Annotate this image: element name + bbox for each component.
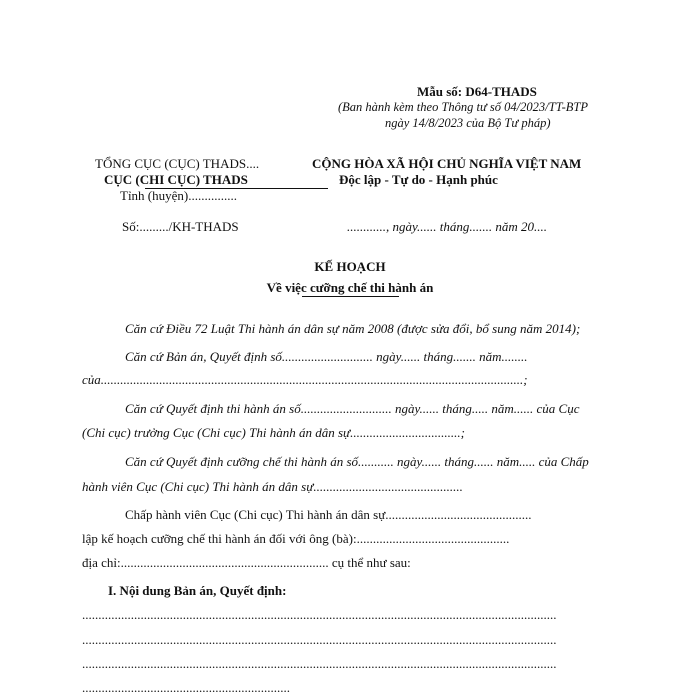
- legal-basis-2-line1: Căn cứ Bản án, Quyết định số............................ ngày...... tháng....... năm........: [125, 349, 528, 364]
- national-motto: Độc lập - Tự do - Hạnh phúc: [339, 172, 498, 187]
- dotted-line-3: ..................................................................................................................................................: [82, 656, 557, 671]
- dotted-line-2: ..................................................................................................................................................: [82, 632, 557, 647]
- form-code: Mẫu số: D64-THADS: [417, 84, 537, 99]
- dotted-line-1: ..................................................................................................................................................: [82, 607, 557, 622]
- legal-basis-3-line2: (Chi cục) trưởng Cục (Chi cục) Thi hành án dân sự..................................;: [82, 425, 465, 440]
- enforcer-line2: lập kế hoạch cưỡng chế thi hành án đối với ông (bà):...............................................: [82, 531, 510, 546]
- section-1-heading: I. Nội dung Bản án, Quyết định:: [108, 583, 287, 598]
- subtitle-underline: [302, 296, 399, 297]
- national-title: CỘNG HÒA XÃ HỘI CHỦ NGHĨA VIỆT NAM: [312, 156, 582, 171]
- issued-by-line2: ngày 14/8/2023 của Bộ Tư pháp): [385, 116, 551, 130]
- place-date: ............, ngày...... tháng....... năm 20....: [347, 219, 548, 234]
- doc-subtitle: Về việc cưỡng chế thi hành án: [266, 280, 434, 295]
- doc-title: KẾ HOẠCH: [314, 259, 386, 274]
- agency-line1: TỔNG CỤC (CỤC) THADS....: [95, 156, 260, 171]
- legal-basis-4-line2: hành viên Cục (Chi cục) Thi hành án dân sự..............................................: [82, 479, 463, 494]
- legal-basis-2-line2: của..................................................................................................................................;: [82, 372, 528, 387]
- issued-by-line1: (Ban hành kèm theo Thông tư số 04/2023/TT-BTP: [338, 100, 588, 114]
- legal-basis-3-line1: Căn cứ Quyết định thi hành án số............................ ngày...... tháng..... năm...... của Cục: [125, 401, 580, 416]
- legal-basis-1: Căn cứ Điều 72 Luật Thi hành án dân sự năm 2008 (được sửa đổi, bổ sung năm 2014);: [125, 321, 581, 336]
- legal-basis-4-line1: Căn cứ Quyết định cưỡng chế thi hành án số........... ngày...... tháng...... năm..... của Chấp: [125, 454, 589, 469]
- dotted-line-4: ................................................................: [82, 680, 290, 695]
- ref-number: Số:........./KH-THADS: [122, 219, 239, 234]
- enforcer-line1: Chấp hành viên Cục (Chi cục) Thi hành án dân sự.............................................: [125, 507, 532, 522]
- agency-line2: CỤC (CHI CỤC) THADS: [104, 172, 248, 187]
- agency-line3: Tỉnh (huyện)...............: [120, 188, 237, 203]
- address-line: địa chỉ:................................................................ cụ thể như sau:: [82, 555, 411, 570]
